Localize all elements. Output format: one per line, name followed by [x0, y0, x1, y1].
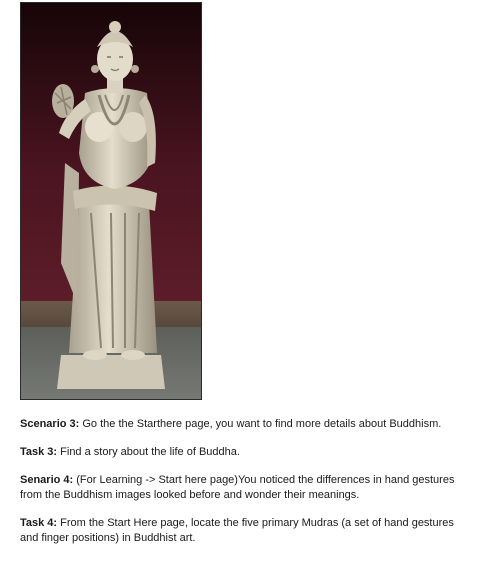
task-4-label: Task 4:	[20, 517, 58, 529]
senario-4-paragraph	[20, 473, 475, 503]
scenario-3-label: Scenario 3:	[20, 418, 80, 430]
task-3-paragraph	[20, 445, 475, 460]
scenario-3-paragraph	[20, 417, 475, 432]
statue-photo-icon	[21, 3, 202, 400]
senario-4-text: (For Learning -> Start here page)You noticed the differences in hand gestures from the Buddhism images looked before and wonder their meanings.	[20, 474, 455, 501]
statue-image	[20, 2, 202, 400]
task-4-text: From the Start Here page, locate the five primary Mudras (a set of hand gestures and finger positions) in Buddhist art.	[20, 517, 454, 544]
task-4-paragraph	[20, 516, 475, 546]
scenario-3-text: Go the the Starthere page, you want to find more details about Buddhism.	[79, 418, 442, 430]
senario-4-label: Senario 4:	[20, 474, 74, 486]
task-3-text: Find a story about the life of Buddha.	[57, 446, 240, 458]
task-3-label: Task 3:	[20, 446, 58, 458]
